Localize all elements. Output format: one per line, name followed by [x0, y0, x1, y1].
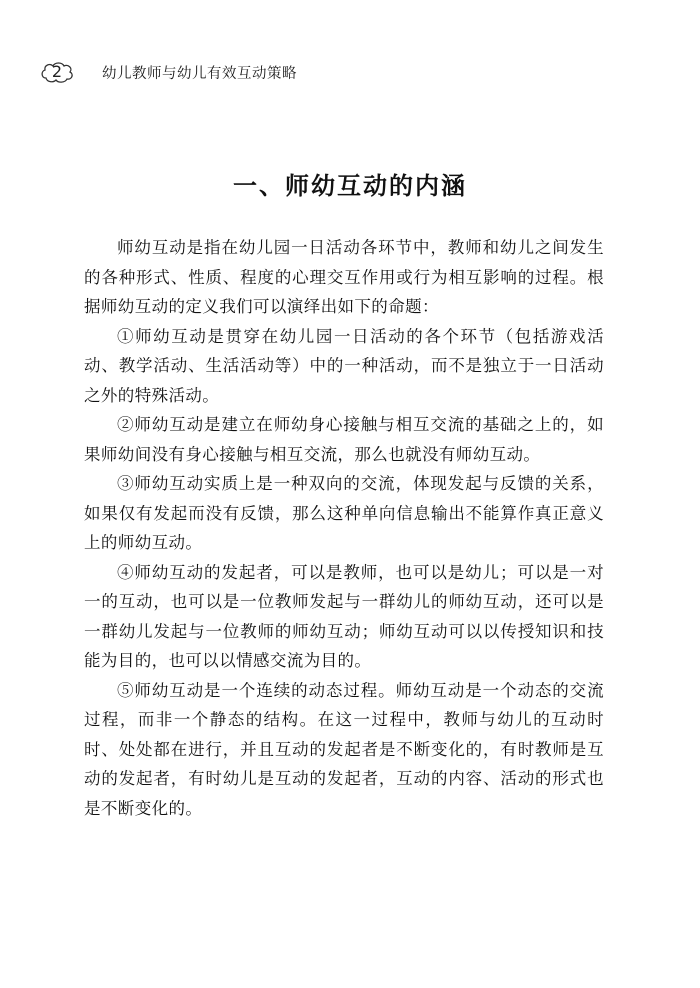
- paragraph-proposition-5: ⑤师幼互动是一个连续的动态过程。师幼互动是一个动态的交流过程，而非一个静态的结构。在这一过程中，教师与幼儿的互动时时、处处都在进行，并且互动的发起者是不断变化的，有时教师是互动的发起者，有时幼儿是互动的发起者，互动的内容、活动的形式也是不断变化的。: [84, 680, 604, 818]
- page-number-badge: [40, 60, 74, 84]
- paragraph-proposition-2: ②师幼互动是建立在师幼身心接触与相互交流的基础之上的，如果师幼间没有身心接触与相互交流，那么也就没有师幼互动。: [84, 415, 604, 464]
- page-number: 2: [51, 62, 63, 81]
- paragraph-proposition-3: ③师幼互动实质上是一种双向的交流，体现发起与反馈的关系，如果仅有发起而没有反馈，那么这种单向信息输出不能算作真正意义上的师幼互动。: [84, 474, 604, 552]
- body-text: [84, 233, 604, 823]
- paragraph-proposition-1: ①师幼互动是贯穿在幼儿园一日活动的各个环节（包括游戏活动、教学活动、生活活动等）中的一种活动，而不是独立于一日活动之外的特殊活动。: [84, 326, 604, 405]
- paragraph-definition: 师幼互动是指在幼儿园一日活动各环节中，教师和幼儿之间发生的各种形式、性质、程度的心理交互作用或行为相互影响的过程。根据师幼互动的定义我们可以演绎出如下的命题：: [84, 238, 604, 316]
- page-header: [40, 54, 297, 90]
- section-title: 一、师幼互动的内涵: [233, 172, 467, 200]
- running-title: 幼儿教师与幼儿有效互动策略: [102, 65, 297, 82]
- paragraph-proposition-4: ④师幼互动的发起者，可以是教师，也可以是幼儿；可以是一对一的互动，也可以是一位教师发起与一群幼儿的师幼互动，还可以是一群幼儿发起与一位教师的师幼互动；师幼互动可以以传授知识和技能为目的，也可以以情感交流为目的。: [84, 562, 604, 670]
